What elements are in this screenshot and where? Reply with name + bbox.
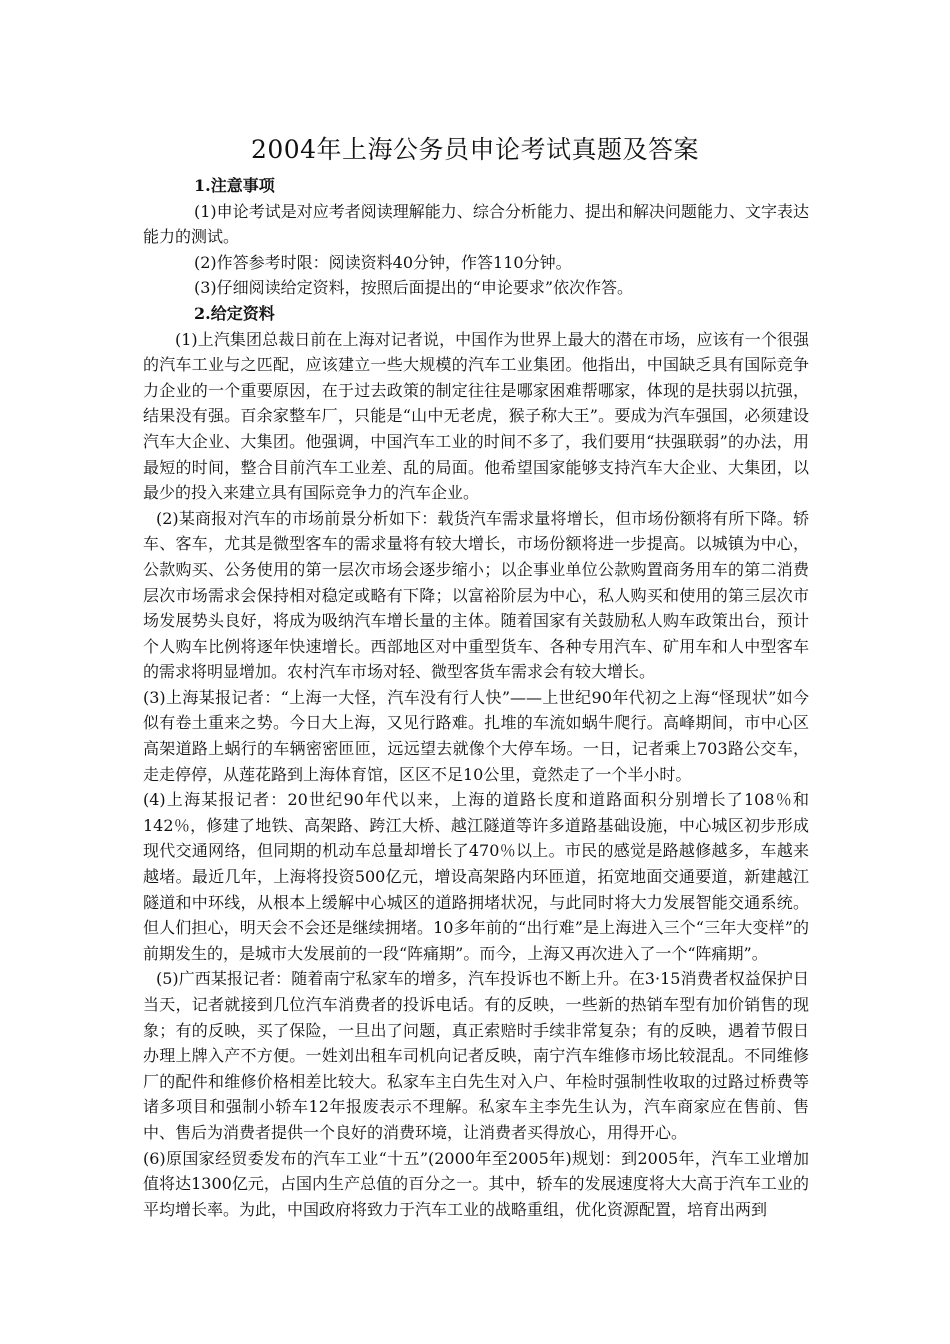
material-paragraph-3: (3)上海某报记者：“上海一大怪，汽车没有行人快”——上世纪90年代初之上海“怪现状”如今似有卷土重来之势。今日大上海，又见行路难。扎堆的车流如蜗牛爬行。高峰期间，市中心区高架道路上蜗行的车辆密密匝匝，远远望去就像个大停车场。一日，记者乘上703路公交车，走走停停，从莲花路到上海体育馆，区区不足10公里，竟然走了一个半小时。 bbox=[143, 687, 809, 784]
material-paragraph-2: (2)某商报对汽车的市场前景分析如下：载货汽车需求量将增长，但市场份额将有所下降。轿车、客车，尤其是微型客车的需求量将有较大增长，市场份额将进一步提高。以城镇为中心，公款购买、公务使用的第一层次市场会逐步缩小；以企事业单位公款购置商务用车的第二消费层次市场需求会保持相对稳定或略有下降；以富裕阶层为中心，私人购买和使用的第三层次市场发展势头良好，将成为吸纳汽车增长量的主体。随着国家有关鼓励私人购车政策出台，预计个人购车比例将逐年快速增长。西部地区对中重型货车、各种专用汽车、矿用车和人中型客车的需求将明显增加。农村汽车市场对轻、微型客货车需求会有较大增长。 bbox=[143, 508, 809, 682]
notes-item-1: (1)申论考试是对应考者阅读理解能力、综合分析能力、提出和解决问题能力、文字表达能力的测试。 bbox=[143, 201, 809, 247]
section-heading-materials: 2.给定资料 bbox=[194, 303, 275, 323]
material-paragraph-4: (4)上海某报记者：20世纪90年代以来，上海的道路长度和道路面积分别增长了108％和142％，修建了地铁、高架路、跨江大桥、越江隧道等许多道路基础设施，中心城区初步形成现代交通网络，但同期的机动车总量却增长了470％以上。市民的感觉是路越修越多，车越来越堵。最近几年，上海将投资500亿元，增设高架路内环匝道，拓宽地面交通要道，新建越江隧道和中环线，从根本上缓解中心城区的道路拥堵状况，与此同时将大力发展智能交通系统。但人们担心，明天会不会还是继续拥堵。10多年前的“出行难”是上海进入三个“三年大变样”的前期发生的，是城市大发展前的一段“阵痛期”。而今，上海又再次进入了一个“阵痛期”。 bbox=[143, 790, 809, 963]
material-paragraph-6: (6)原国家经贸委发布的汽车工业“十五”(2000年至2005年)规划：到2005年，汽车工业增加值将达1300亿元，占国内生产总值的百分之一。其中，轿车的发展速度将大大高于汽车工业的平均增长率。为此，中国政府将致力于汽车工业的战略重组，优化资源配置，培育出两到 bbox=[143, 1148, 809, 1219]
section-heading-notes: 1.注意事项 bbox=[194, 176, 275, 195]
notes-item-2: (2)作答参考时限：阅读资料40分钟，作答110分钟。 bbox=[194, 252, 572, 272]
notes-item-3: (3)仔细阅读给定资料，按照后面提出的“申论要求”依次作答。 bbox=[194, 278, 634, 298]
material-paragraph-5: (5)广西某报记者：随着南宁私家车的增多，汽车投诉也不断上升。在3·15消费者权益保护日当天，记者就接到几位汽车消费者的投诉电话。有的反映，一些新的热销车型有加价销售的现象；有的反映，买了保险，一旦出了问题，真正索赔时手续非常复杂；有的反映，遇着节假日办理上牌入产不方便。一姓刘出租车司机向记者反映，南宁汽车维修市场比较混乱。不同维修厂的配件和维修价格相差比较大。私家车主白先生对入户、年检时强制性收取的过路过桥费等诸多项目和强制小轿车12年报废表示不理解。私家车主李先生认为，汽车商家应在售前、售中、售后为消费者提供一个良好的消费环境，让消费者买得放心，用得开心。 bbox=[143, 969, 809, 1142]
document-body bbox=[143, 173, 809, 1222]
document-title: 2004年上海公务员申论考试真题及答案 bbox=[250, 135, 700, 164]
material-paragraph-1: (1)上汽集团总裁日前在上海对记者说，中国作为世界上最大的潜在市场，应该有一个很强的汽车工业与之匹配，应该建立一些大规模的汽车工业集团。他指出，中国缺乏具有国际竞争力企业的一个重要原因，在于过去政策的制定往往是哪家困难帮哪家，体现的是扶弱以抗强，结果没有强。百余家整车厂，只能是“山中无老虎，猴子称大王”。要成为汽车强国，必须建设汽车大企业、大集团。他强调，中国汽车工业的时间不多了，我们要用“扶强联弱”的办法，用最短的时间，整合目前汽车工业差、乱的局面。他希望国家能够支持汽车大企业、大集团，以最少的投入来建立具有国际竞争力的汽车企业。 bbox=[143, 329, 809, 503]
